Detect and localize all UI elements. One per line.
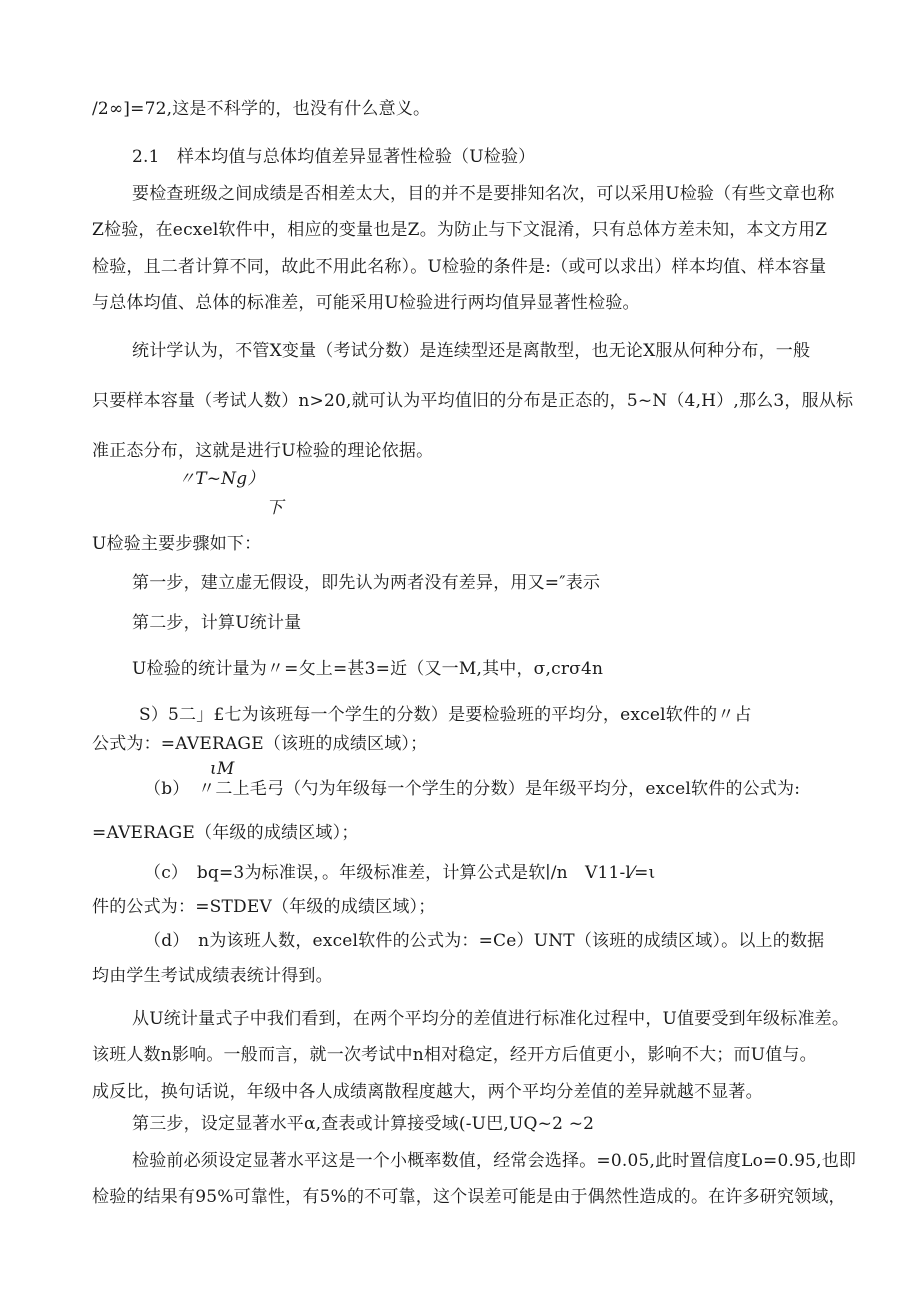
formula-fragment: 下	[266, 498, 284, 518]
formula-fragment: 〃T~Ng）	[178, 469, 265, 489]
text-line: 公式为：=AVERAGE（该班的成绩区域）；	[92, 734, 428, 754]
text-line: U检验的统计量为〃=攵上=甚3=近（又一M,其中，σ,crσ4n	[132, 659, 604, 679]
text-line: 件的公式为：=STDEV（年级的成绩区域）；	[92, 897, 436, 917]
text-line: （b） 〃二上毛弓（勺为年级每一个学生的分数）是年级平均分，excel软件的公式为:	[144, 779, 801, 799]
text-line: 成反比，换句话说，年级中各人成绩离散程度越大，两个平均分差值的差异就越不显著。	[92, 1082, 763, 1102]
text-line: 准正态分布，这就是进行U检验的理论依据。	[92, 441, 434, 461]
text-line: 要检查班级之间成绩是否相差太大，目的并不是要排知名次，可以采用U检验（有些文章也称	[132, 184, 835, 204]
section-heading: 2.1 样本均值与总体均值差异显著性检验（U检验）	[132, 147, 536, 167]
text-line: 统计学认为，不管X变量（考试分数）是连续型还是离散型，也无论X服从何种分布，一般	[132, 341, 811, 361]
text-line: U检验主要步骤如下：	[92, 534, 262, 554]
text-line: 第一步，建立虚无假设，即先认为两者没有差异，用又=″表示	[132, 573, 601, 593]
text-line: Z检验，在ecxel软件中，相应的变量也是Z。为防止与下文混淆，只有总体方差未知，本文方用Z	[92, 220, 828, 240]
text-line: 第三步，设定显著水平α,查表或计算接受域(-U巴,UQ~2 ~2	[132, 1114, 595, 1134]
text-line: 只要样本容量（考试人数）n>20,就可认为平均值旧的分布是正态的，5~N（4,H）,那么3，服从标	[92, 391, 854, 411]
text-line: 检验前必须设定显著水平这是一个小概率数值，经常会选择。=0.05,此时置信度Lo=0.95,也即	[132, 1151, 857, 1171]
text-line: S）5二」£七为该班每一个学生的分数）是要检验班的平均分，excel软件的〃占	[139, 705, 752, 725]
text-line: （c） bq=3为标准误，。年级标准差，计算公式是软∣/n V11-l⁄=ι	[144, 863, 656, 883]
text-line: 从U统计量式子中我们看到，在两个平均分的差值进行标准化过程中，U值要受到年级标准差。	[132, 1009, 850, 1029]
text-line: /2∞]=72,这是不科学的，也没有什么意义。	[92, 99, 431, 119]
formula-fragment: ιM	[210, 759, 235, 779]
text-line: =AVERAGE（年级的成绩区域）；	[92, 823, 359, 843]
text-line: 均由学生考试成绩表统计得到。	[92, 966, 333, 986]
text-line: 检验的结果有95%可靠性，有5%的不可靠，这个误差可能是由于偶然性造成的。在许多研究领域，	[92, 1187, 846, 1207]
text-line: 与总体均值、总体的标准差，可能采用U检验进行两均值异显著性检验。	[92, 293, 640, 313]
text-line: 该班人数n影响。一般而言，就一次考试中n相对稳定，经开方后值更小，影响不大；而U值与。	[92, 1045, 817, 1065]
text-line: 检验，且二者计算不同，故此不用此名称）。U检验的条件是:（或可以求出）样本均值、样本容量	[92, 257, 827, 277]
text-line: 第二步，计算U统计量	[132, 613, 302, 633]
text-line: （d） n为该班人数，excel软件的公式为：=Ce）UNT（该班的成绩区域）。以上的数据	[144, 931, 825, 951]
